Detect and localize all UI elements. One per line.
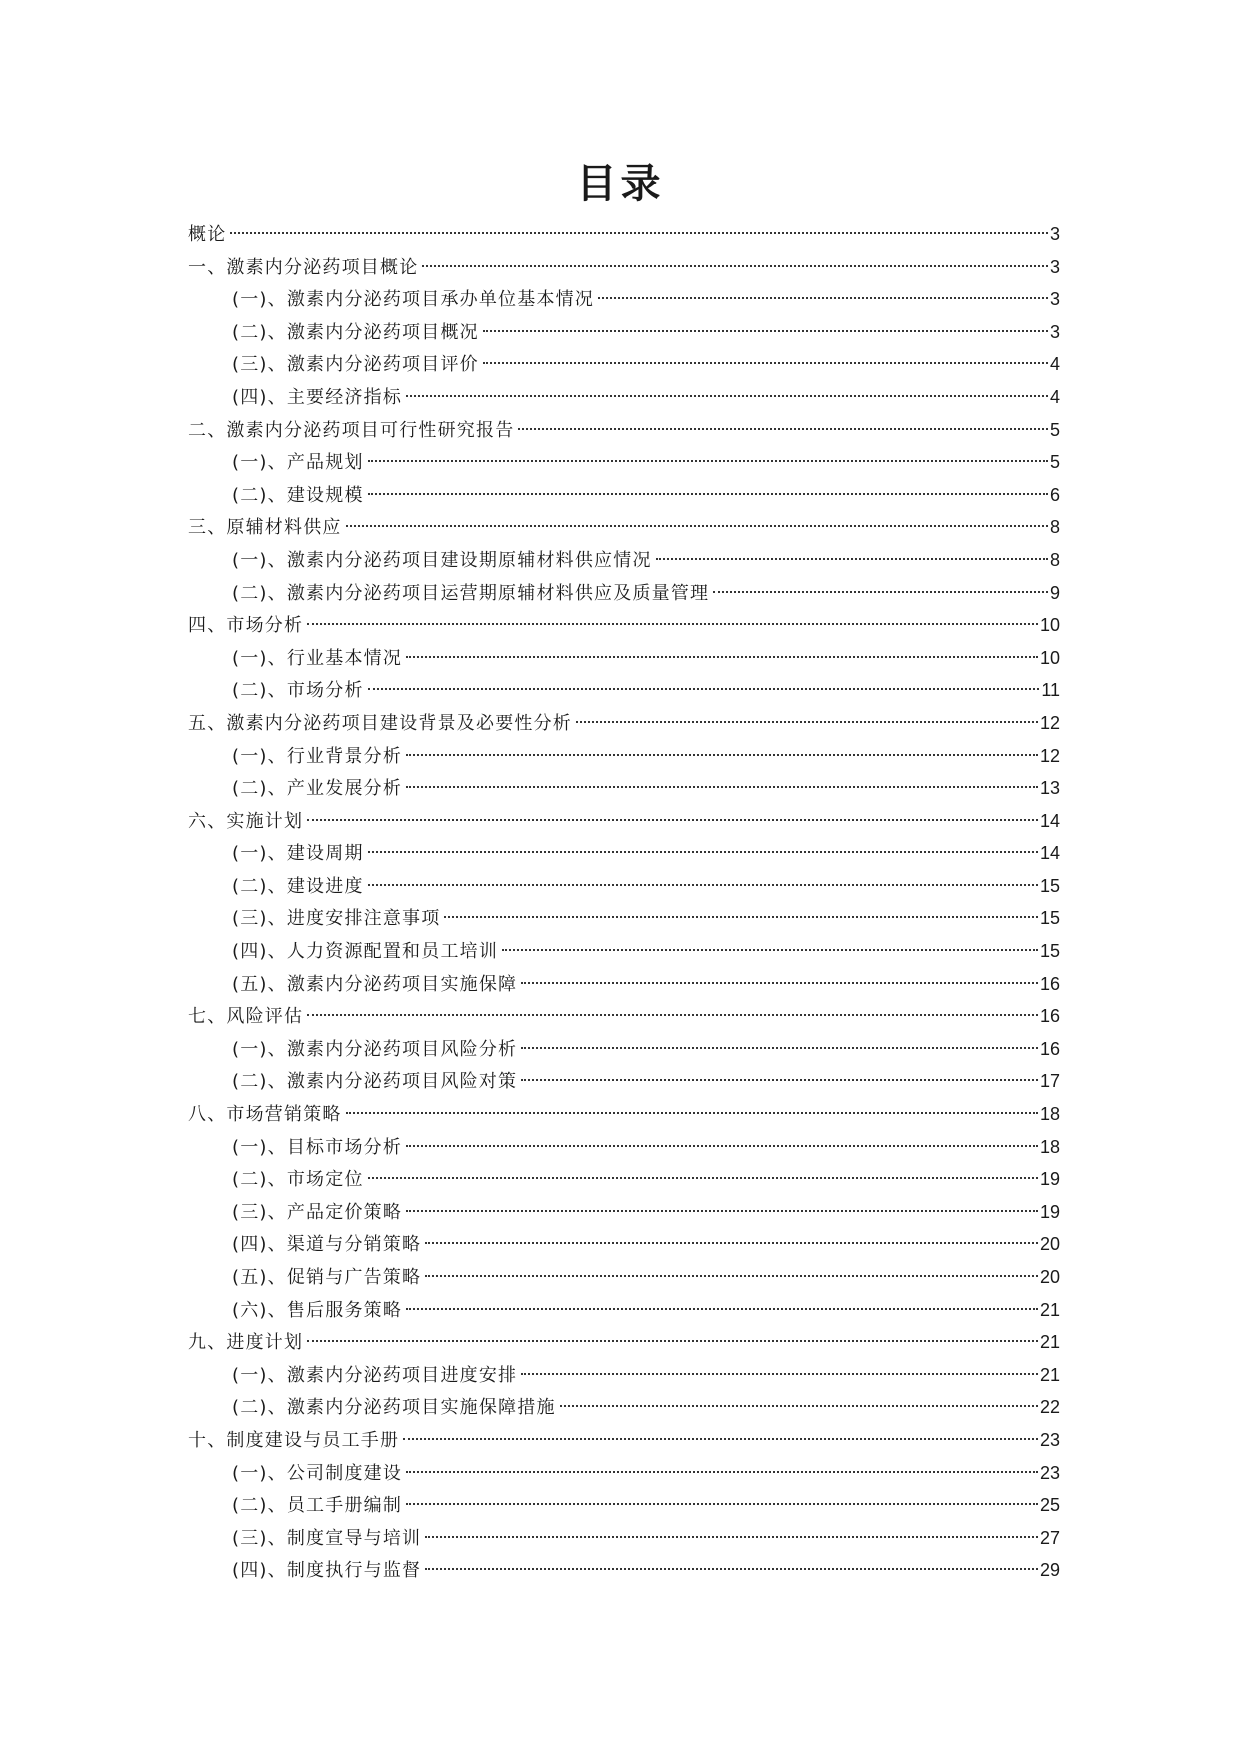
toc-dot-leader	[425, 1568, 1038, 1570]
toc-page-number: 19	[1039, 1201, 1060, 1222]
toc-page-number: 29	[1039, 1560, 1060, 1581]
toc-dot-leader	[307, 819, 1038, 821]
toc-page-number: 3	[1049, 224, 1060, 244]
toc-entry-label: (二)、建设规模	[232, 484, 364, 506]
toc-dot-leader	[521, 1047, 1038, 1049]
toc-dot-leader	[406, 1471, 1038, 1473]
toc-section-entry[interactable]	[188, 772, 1060, 805]
toc-entry-label: (一)、激素内分泌药项目建设期原辅材料供应情况	[232, 549, 652, 571]
toc-dot-leader	[483, 362, 1048, 364]
toc-section-entry[interactable]	[188, 283, 1060, 316]
toc-page-number: 20	[1039, 1234, 1060, 1255]
toc-page-number: 20	[1039, 1267, 1060, 1287]
toc-entry-label: (一)、激素内分泌药项目进度安排	[232, 1364, 518, 1386]
toc-entry-label: (二)、激素内分泌药项目概况	[232, 321, 479, 343]
toc-page-number: 18	[1039, 1104, 1060, 1125]
toc-entry-label: (四)、制度执行与监督	[232, 1560, 422, 1582]
toc-entry-label: (三)、进度安排注意事项	[232, 908, 441, 930]
toc-entry-label: 概论	[188, 224, 227, 245]
toc-dot-leader	[403, 1438, 1038, 1440]
toc-dot-leader	[406, 656, 1038, 658]
toc-dot-leader	[425, 1275, 1038, 1277]
toc-entry-label: 八、市场营销策略	[188, 1104, 342, 1126]
toc-page-number: 27	[1039, 1527, 1060, 1548]
toc-entry-label: (一)、公司制度建设	[232, 1462, 403, 1484]
toc-entry-label: 三、原辅材料供应	[188, 517, 342, 539]
toc-entry-label: (一)、行业背景分析	[232, 745, 403, 767]
toc-page-number: 21	[1039, 1364, 1060, 1385]
toc-entry-label: (二)、建设进度	[232, 875, 364, 897]
toc-title: 目录	[576, 161, 665, 207]
toc-dot-leader	[406, 1145, 1038, 1147]
toc-dot-leader	[346, 1112, 1038, 1114]
toc-entry-label: (五)、激素内分泌药项目实施保障	[232, 973, 518, 995]
toc-section-entry[interactable]	[188, 935, 1060, 968]
toc-page-number: 16	[1039, 1038, 1060, 1059]
toc-page-number: 12	[1039, 712, 1060, 733]
toc-dot-leader	[422, 265, 1048, 267]
toc-dot-leader	[560, 1405, 1038, 1407]
toc-dot-leader	[425, 1536, 1038, 1538]
toc-dot-leader	[425, 1242, 1038, 1244]
toc-page-number: 3	[1049, 289, 1060, 310]
toc-entry-label: (四)、人力资源配置和员工培训	[232, 941, 499, 963]
toc-dot-leader	[518, 428, 1048, 430]
toc-chapter-entry[interactable]	[188, 1098, 1060, 1131]
toc-dot-leader	[307, 623, 1038, 625]
toc-chapter-entry[interactable]	[188, 218, 1060, 251]
toc-page-number: 14	[1039, 843, 1060, 864]
toc-entry-label: (四)、主要经济指标	[232, 386, 403, 408]
toc-entry-label: 七、风险评估	[188, 1006, 304, 1028]
toc-entry-label: 十、制度建设与员工手册	[188, 1429, 400, 1451]
toc-entry-label: (二)、激素内分泌药项目运营期原辅材料供应及质量管理	[232, 582, 710, 604]
toc-page-number: 22	[1039, 1397, 1060, 1418]
toc-section-entry[interactable]	[188, 1065, 1060, 1098]
toc-section-entry[interactable]	[188, 1033, 1060, 1066]
toc-section-entry[interactable]	[188, 642, 1060, 675]
toc-entry-label: 二、激素内分泌药项目可行性研究报告	[188, 419, 515, 441]
toc-page-number: 8	[1049, 549, 1060, 570]
toc-page-number: 16	[1039, 973, 1060, 994]
toc-section-entry[interactable]	[188, 577, 1060, 610]
toc-page-number: 12	[1039, 745, 1060, 766]
toc-page-number: 17	[1039, 1071, 1060, 1092]
toc-entry-label: (六)、售后服务策略	[232, 1299, 403, 1321]
toc-dot-leader	[406, 1308, 1038, 1310]
toc-entry-label: (五)、促销与广告策略	[232, 1267, 422, 1288]
toc-page-number: 5	[1049, 419, 1060, 440]
toc-page-number: 15	[1039, 875, 1060, 896]
toc-page-number: 19	[1039, 1169, 1060, 1190]
toc-dot-leader	[521, 1079, 1038, 1081]
toc-page-number: 4	[1049, 354, 1060, 375]
toc-section-entry[interactable]	[188, 1261, 1060, 1294]
toc-entry-label: (一)、激素内分泌药项目风险分析	[232, 1038, 518, 1060]
toc-entry-label: (二)、激素内分泌药项目风险对策	[232, 1071, 518, 1093]
toc-page-number: 18	[1039, 1136, 1060, 1157]
toc-dot-leader	[368, 1177, 1038, 1179]
toc-section-entry[interactable]	[188, 381, 1060, 414]
toc-section-entry[interactable]	[188, 740, 1060, 773]
toc-section-entry[interactable]	[188, 348, 1060, 381]
toc-chapter-entry[interactable]	[188, 805, 1060, 838]
toc-dot-leader	[368, 884, 1038, 886]
toc-entry-label: (一)、产品规划	[232, 452, 364, 474]
toc-dot-leader	[368, 851, 1038, 853]
toc-section-entry[interactable]	[188, 1131, 1060, 1164]
toc-section-entry[interactable]	[188, 837, 1060, 870]
toc-section-entry[interactable]	[188, 544, 1060, 577]
toc-section-entry[interactable]	[188, 1163, 1060, 1196]
toc-section-entry[interactable]	[188, 479, 1060, 512]
toc-page-number: 21	[1039, 1299, 1060, 1320]
toc-entry-label: 一、激素内分泌药项目概论	[188, 256, 419, 278]
toc-chapter-entry[interactable]	[188, 511, 1060, 544]
toc-entry-label: (二)、市场定位	[232, 1169, 364, 1191]
toc-chapter-entry[interactable]	[188, 251, 1060, 284]
toc-dot-leader	[444, 916, 1038, 918]
toc-dot-leader	[406, 1210, 1038, 1212]
toc-entry-label: (三)、产品定价策略	[232, 1201, 403, 1223]
toc-dot-leader	[368, 460, 1048, 462]
toc-page-number: 15	[1039, 908, 1060, 929]
toc-page-number: 5	[1049, 452, 1060, 473]
toc-page-number: 21	[1039, 1332, 1060, 1353]
toc-section-entry[interactable]	[188, 1522, 1060, 1555]
toc-entry-label: (二)、激素内分泌药项目实施保障措施	[232, 1397, 556, 1419]
toc-entry-label: (四)、渠道与分销策略	[232, 1234, 422, 1256]
toc-chapter-entry[interactable]	[188, 414, 1060, 447]
toc-entry-label: (一)、行业基本情况	[232, 647, 403, 669]
toc-page-number: 15	[1039, 941, 1060, 962]
toc-page-number: 10	[1039, 647, 1060, 668]
toc-dot-leader	[406, 1503, 1038, 1505]
toc-page-number: 13	[1039, 778, 1060, 799]
toc-section-entry[interactable]	[188, 1196, 1060, 1229]
toc-page-number: 9	[1049, 582, 1060, 603]
toc-entry-label: 九、进度计划	[188, 1332, 304, 1354]
toc-page-number: 16	[1039, 1006, 1060, 1027]
toc-entry-label: (一)、建设周期	[232, 843, 364, 865]
toc-dot-leader	[346, 525, 1048, 527]
toc-dot-leader	[521, 1373, 1038, 1375]
toc-page-number: 4	[1049, 386, 1060, 407]
toc-dot-leader	[307, 1340, 1038, 1342]
toc-entry-label: (三)、制度宣导与培训	[232, 1527, 422, 1549]
toc-dot-leader	[576, 721, 1038, 723]
toc-dot-leader	[307, 1014, 1038, 1016]
toc-dot-leader	[598, 297, 1048, 299]
toc-list	[188, 218, 1060, 1587]
toc-chapter-entry[interactable]	[188, 1424, 1060, 1457]
toc-section-entry[interactable]	[188, 1294, 1060, 1327]
toc-entry-label: (一)、激素内分泌药项目承办单位基本情况	[232, 289, 595, 311]
toc-page-number: 23	[1039, 1462, 1060, 1483]
toc-section-entry[interactable]	[188, 1457, 1060, 1490]
toc-page-number: 10	[1039, 615, 1060, 636]
toc-section-entry[interactable]	[188, 870, 1060, 903]
toc-dot-leader	[230, 232, 1048, 234]
toc-page-number: 6	[1049, 484, 1060, 505]
toc-section-entry[interactable]	[188, 968, 1060, 1001]
toc-section-entry[interactable]	[188, 1489, 1060, 1522]
toc-dot-leader	[483, 330, 1048, 332]
toc-dot-leader	[368, 493, 1048, 495]
toc-page-number: 23	[1039, 1429, 1060, 1450]
toc-dot-leader	[406, 395, 1048, 397]
toc-page-number: 14	[1039, 810, 1060, 831]
toc-page-number: 3	[1049, 256, 1060, 277]
toc-dot-leader	[502, 949, 1038, 951]
toc-dot-leader	[406, 786, 1038, 788]
toc-section-entry[interactable]	[188, 446, 1060, 479]
toc-entry-label: (一)、目标市场分析	[232, 1136, 403, 1158]
toc-chapter-entry[interactable]	[188, 609, 1060, 642]
toc-page-number: 3	[1049, 321, 1060, 342]
toc-entry-label: 四、市场分析	[188, 615, 304, 637]
toc-page-number: 25	[1039, 1495, 1060, 1516]
toc-section-entry[interactable]	[188, 1554, 1060, 1587]
toc-page-number: 8	[1049, 517, 1060, 538]
toc-section-entry[interactable]	[188, 1359, 1060, 1392]
toc-entry-label: (二)、市场分析	[232, 680, 364, 702]
toc-section-entry[interactable]	[188, 1391, 1060, 1424]
toc-page-number: 11	[1041, 680, 1060, 701]
toc-entry-label: (三)、激素内分泌药项目评价	[232, 354, 479, 376]
toc-entry-label: (二)、员工手册编制	[232, 1495, 403, 1517]
toc-entry-label: 五、激素内分泌药项目建设背景及必要性分析	[188, 712, 572, 734]
toc-dot-leader	[368, 688, 1040, 690]
toc-section-entry[interactable]	[188, 316, 1060, 349]
toc-entry-label: 六、实施计划	[188, 810, 304, 832]
toc-dot-leader	[713, 591, 1048, 593]
toc-section-entry[interactable]	[188, 674, 1060, 707]
toc-section-entry[interactable]	[188, 1228, 1060, 1261]
toc-section-entry[interactable]	[188, 902, 1060, 935]
toc-dot-leader	[406, 754, 1038, 756]
toc-chapter-entry[interactable]	[188, 707, 1060, 740]
toc-dot-leader	[656, 558, 1048, 560]
toc-chapter-entry[interactable]	[188, 1000, 1060, 1033]
toc-chapter-entry[interactable]	[188, 1326, 1060, 1359]
toc-entry-label: (二)、产业发展分析	[232, 778, 403, 800]
toc-dot-leader	[521, 982, 1038, 984]
